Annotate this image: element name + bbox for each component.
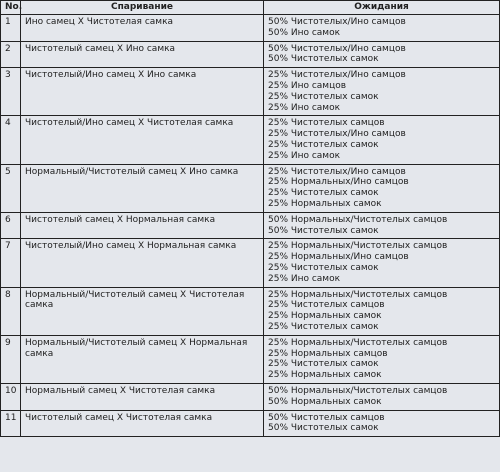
expectation-line: 25% Нормальных/Чистотелых самцов: [268, 241, 448, 252]
expectation-line: 25% Ино самок: [268, 150, 341, 161]
pairing-cell: Ино самец Х Чистотелая самка: [21, 15, 264, 42]
header-no: No.: [1, 1, 21, 15]
expectation-line: 25% Нормальных самцов: [268, 348, 388, 359]
table-row: [1, 410, 500, 437]
expectation-line: 25% Чистотелых/Ино самцов: [268, 129, 406, 140]
expectation-line: 50% Чистотелых самок: [268, 423, 379, 434]
row-number: 7: [1, 239, 21, 287]
header-pairing: Спаривание: [21, 1, 264, 15]
expectation-line: 25% Чистотелых самок: [268, 91, 379, 102]
expectation-line: 50% Нормальных самок: [268, 396, 382, 407]
pairing-cell: Нормальный/Чистотелый самец Х Нормальная самка: [21, 335, 264, 383]
expectations-cell: [264, 41, 500, 68]
row-number: 2: [1, 41, 21, 68]
row-number: 3: [1, 68, 21, 116]
row-number: 1: [1, 15, 21, 42]
pairing-cell: Чистотелый самец Х Ино самка: [21, 41, 264, 68]
expectation-line: 25% Нормальных самок: [268, 198, 382, 209]
expectation-line: 25% Чистотелых/Ино самцов: [268, 166, 406, 177]
table-row: [1, 239, 500, 287]
expectations-cell: [264, 287, 500, 335]
expectations-cell: [264, 68, 500, 116]
header-expectations: Ожидания: [264, 1, 500, 15]
table-row: [1, 68, 500, 116]
expectation-line: 50% Чистотелых/Ино самцов: [268, 17, 406, 27]
expectation-line: 25% Чистотелых самок: [268, 262, 379, 273]
expectation-line: 25% Ино самок: [268, 102, 341, 113]
table-row: [1, 383, 500, 410]
expectation-line: 50% Нормальных/Чистотелых самцов: [268, 214, 448, 225]
pairing-cell: Чистотелый/Ино самец Х Нормальная самка: [21, 239, 264, 287]
row-number: 9: [1, 335, 21, 383]
row-number: 8: [1, 287, 21, 335]
row-number: 6: [1, 212, 21, 239]
table-row: [1, 335, 500, 383]
table-row: [1, 287, 500, 335]
expectation-line: 50% Чистотелых самцов: [268, 412, 385, 423]
pairing-cell: Нормальный самец Х Чистотелая самка: [21, 383, 264, 410]
header-row: [1, 1, 500, 15]
expectation-line: 25% Нормальных/Чистотелых самцов: [268, 289, 448, 300]
expectation-line: 25% Нормальных самок: [268, 311, 382, 322]
pairing-cell: Чистотелый/Ино самец Х Чистотелая самка: [21, 116, 264, 164]
expectation-line: 50% Чистотелых самок: [268, 54, 379, 65]
expectation-line: 50% Чистотелых/Ино самцов: [268, 43, 406, 54]
pairing-cell: Нормальный/Чистотелый самец Х Чистотелая самка: [21, 287, 264, 335]
expectations-cell: [264, 116, 500, 164]
table-row: [1, 164, 500, 212]
expectation-line: 25% Нормальных/Чистотелых самцов: [268, 337, 448, 348]
pairing-cell: Чистотелый самец Х Чистотелая самка: [21, 410, 264, 437]
pairing-cell: Нормальный/Чистотелый самец Х Ино самка: [21, 164, 264, 212]
pairing-cell: Чистотелый самец Х Нормальная самка: [21, 212, 264, 239]
expectation-line: 50% Чистотелых самок: [268, 225, 379, 236]
expectations-cell: [264, 335, 500, 383]
pairing-cell: Чистотелый/Ино самец Х Ино самка: [21, 68, 264, 116]
expectation-line: 50% Нормальных/Чистотелых самцов: [268, 385, 448, 396]
row-number: 11: [1, 410, 21, 437]
expectations-cell: [264, 212, 500, 239]
expectation-line: 25% Чистотелых самок: [268, 139, 379, 150]
expectations-cell: [264, 383, 500, 410]
table-row: [1, 116, 500, 164]
expectation-line: 50% Ино самок: [268, 27, 341, 38]
expectations-cell: [264, 164, 500, 212]
expectation-line: 25% Чистотелых самцов: [268, 118, 385, 129]
expectations-cell: [264, 410, 500, 437]
expectation-line: 25% Чистотелых самок: [268, 321, 379, 332]
expectation-line: 25% Ино самок: [268, 273, 341, 284]
expectation-line: 25% Ино самцов: [268, 80, 347, 91]
table-row: [1, 41, 500, 68]
expectation-line: 25% Чистотелых самцов: [268, 300, 385, 311]
expectation-line: 25% Нормальных/Ино самцов: [268, 252, 409, 263]
row-number: 5: [1, 164, 21, 212]
expectation-line: 25% Чистотелых/Ино самцов: [268, 70, 406, 81]
expectation-line: 25% Чистотелых самок: [268, 188, 379, 199]
expectation-line: 25% Чистотелых самок: [268, 359, 379, 370]
row-number: 10: [1, 383, 21, 410]
expectation-line: 25% Нормальных/Ино самцов: [268, 177, 409, 188]
table-row: [1, 15, 500, 42]
row-number: 4: [1, 116, 21, 164]
table-row: [1, 212, 500, 239]
expectations-cell: [264, 239, 500, 287]
expectation-line: 25% Нормальных самок: [268, 370, 382, 381]
expectations-cell: [264, 15, 500, 42]
